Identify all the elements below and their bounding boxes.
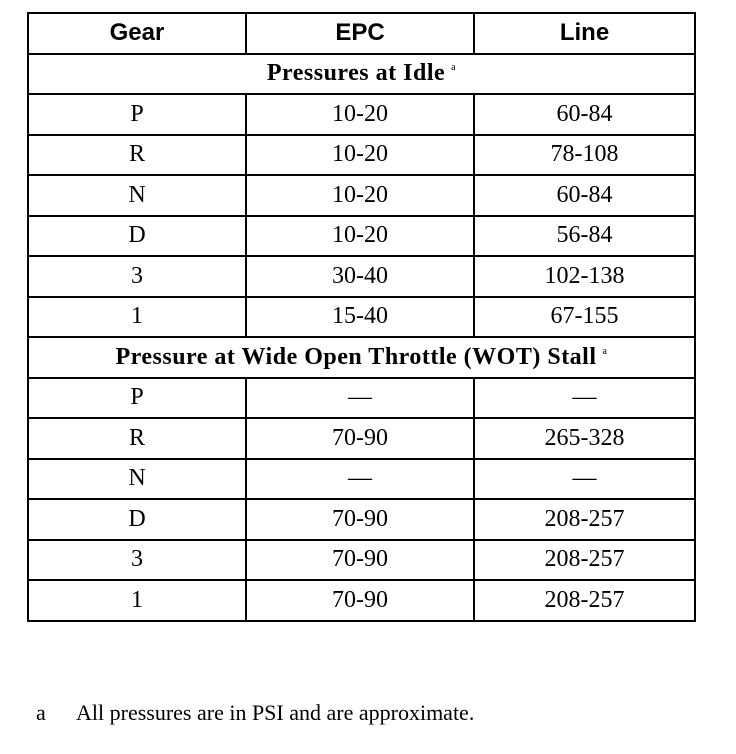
table-row <box>28 135 695 176</box>
table-row <box>28 216 695 257</box>
line-cell: — <box>474 378 695 419</box>
epc-cell: 15-40 <box>246 297 474 338</box>
epc-cell: 70-90 <box>246 418 474 459</box>
section-footnote-marker: a <box>602 345 608 357</box>
line-cell: — <box>474 459 695 500</box>
gear-cell: R <box>28 135 246 176</box>
line-cell: 60-84 <box>474 94 695 135</box>
section-title: Pressures at Idle <box>266 60 446 87</box>
gear-cell: 3 <box>28 540 246 581</box>
table-row <box>28 499 695 540</box>
epc-cell: — <box>246 378 474 419</box>
epc-cell: 70-90 <box>246 580 474 621</box>
section-footnote-marker: a <box>451 62 457 74</box>
table-row <box>28 175 695 216</box>
table-row <box>28 256 695 297</box>
gear-cell: D <box>28 216 246 257</box>
column-header-line: Line <box>474 13 695 54</box>
epc-cell: 10-20 <box>246 135 474 176</box>
table-body <box>28 54 695 621</box>
line-cell: 60-84 <box>474 175 695 216</box>
gear-cell: 1 <box>28 297 246 338</box>
gear-cell: R <box>28 418 246 459</box>
footnote-text: All pressures are in PSI and are approximate. <box>76 700 475 725</box>
line-cell: 78-108 <box>474 135 695 176</box>
column-header-gear: Gear <box>28 13 246 54</box>
section-header <box>28 54 695 95</box>
gear-cell: 3 <box>28 256 246 297</box>
epc-cell: 10-20 <box>246 175 474 216</box>
section-header-row <box>28 337 695 378</box>
gear-cell: P <box>28 378 246 419</box>
line-cell: 56-84 <box>474 216 695 257</box>
gear-cell: N <box>28 175 246 216</box>
section-header-row <box>28 54 695 95</box>
line-cell: 208-257 <box>474 580 695 621</box>
table-row <box>28 580 695 621</box>
header-row <box>28 13 695 54</box>
footnote-marker: a <box>36 700 46 725</box>
gear-cell: 1 <box>28 580 246 621</box>
table-row <box>28 378 695 419</box>
line-cell: 102-138 <box>474 256 695 297</box>
epc-cell: 70-90 <box>246 499 474 540</box>
gear-cell: N <box>28 459 246 500</box>
table-row <box>28 297 695 338</box>
epc-cell: 30-40 <box>246 256 474 297</box>
section-title: Pressure at Wide Open Throttle (WOT) Stall <box>115 343 597 370</box>
epc-cell: 10-20 <box>246 216 474 257</box>
table-row <box>28 459 695 500</box>
pressure-table <box>27 12 696 622</box>
footnote <box>36 700 474 726</box>
line-cell: 208-257 <box>474 540 695 581</box>
section-header <box>28 337 695 378</box>
table-row <box>28 418 695 459</box>
column-header-epc: EPC <box>246 13 474 54</box>
epc-cell: 70-90 <box>246 540 474 581</box>
gear-cell: D <box>28 499 246 540</box>
epc-cell: — <box>246 459 474 500</box>
line-cell: 67-155 <box>474 297 695 338</box>
epc-cell: 10-20 <box>246 94 474 135</box>
gear-cell: P <box>28 94 246 135</box>
line-cell: 208-257 <box>474 499 695 540</box>
line-cell: 265-328 <box>474 418 695 459</box>
table-row <box>28 94 695 135</box>
table-row <box>28 540 695 581</box>
